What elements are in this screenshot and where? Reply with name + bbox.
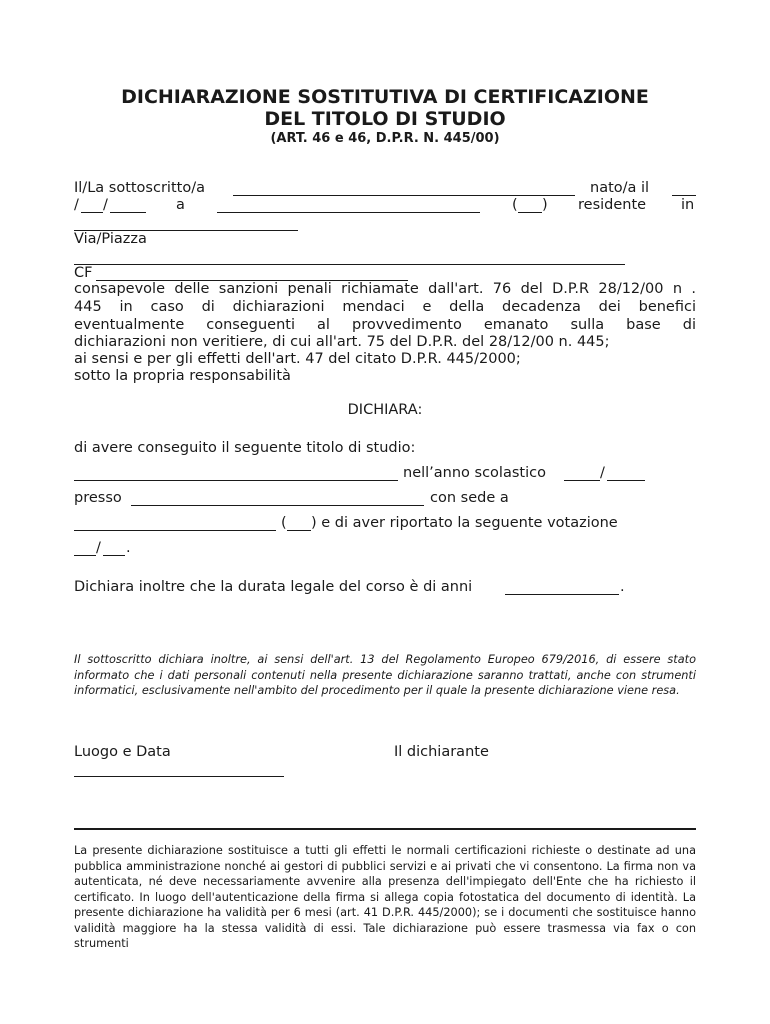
- in-label: in: [681, 197, 695, 213]
- consapevole-line-6: sotto la propria responsabilità: [74, 368, 291, 384]
- titolo-intro: di avere conseguito il seguente titolo di studio:: [74, 440, 416, 456]
- consapevole-line-5: ai sensi e per gli effetti dell'art. 47 del citato D.P.R. 445/2000;: [74, 351, 521, 367]
- anno-start-field[interactable]: [564, 467, 600, 481]
- votazione-label: ) e di aver riportato la seguente votazione: [311, 515, 618, 531]
- durata-field[interactable]: [505, 581, 619, 595]
- durata-text: Dichiara inoltre che la durata legale del corso è di anni: [74, 579, 473, 595]
- birth-month-field[interactable]: [81, 199, 103, 213]
- document-subtitle: (ART. 46 e 46, D.P.R. N. 445/00): [270, 131, 500, 146]
- anno-slash: /: [600, 465, 605, 481]
- presso-label: presso: [74, 490, 122, 506]
- prov-close: ): [542, 197, 548, 213]
- luogo-data-field[interactable]: [74, 763, 284, 777]
- voto-field[interactable]: [74, 542, 96, 556]
- address-field[interactable]: [74, 251, 625, 265]
- birth-place-field[interactable]: [217, 199, 480, 213]
- slash-1: /: [74, 197, 79, 213]
- titolo-field[interactable]: [74, 467, 398, 481]
- durata-period: .: [620, 579, 625, 595]
- privacy-notice: Il sottoscritto dichiara inoltre, ai sensi dell'art. 13 del Regolamento Europeo 679/2016, di essere stato informato che i dati personali contenuti nella presente dichiarazione saranno trattati, anche con strumenti informatici, esclusivamente nell'ambito del procedimento per il quale la presente dichiarazione viene resa.: [74, 653, 696, 697]
- footer-note: La presente dichiarazione sostituisce a tutti gli effetti le normali certificazioni richieste o destinate ad una pubblica amministrazione nonché ai gestori di pubblici servizi e ai privati che vi consentono. La firma non va autenticata, né deve necessariamente avvenire alla presenza dell'impiegato dell'Ente che ha richiesto il certificato. In luogo dell'autenticazione della firma si allega copia fotostatica del documento di identità. La presente dichiarazione ha validità per 6 mesi (art. 41 D.P.R. 445/2000); se i documenti che sostituisce hanno validità maggiore ha la stessa validità di essi. Tale dichiarazione può essere trasmessa via fax o con strumenti: [74, 844, 696, 950]
- consapevole-line-3: eventualmente conseguenti al provvedimento emanato sulla base di: [74, 317, 696, 333]
- voto-max-field[interactable]: [103, 542, 125, 556]
- birth-day-field[interactable]: [672, 182, 696, 196]
- a-label: a: [176, 197, 185, 213]
- dichiara-heading: DICHIARA:: [347, 402, 423, 418]
- prov-open: (: [512, 197, 518, 213]
- document-title-line2: DEL TITOLO DI STUDIO: [264, 108, 506, 130]
- born-label: nato/a il: [590, 180, 650, 196]
- document-title-line1: DICHIARAZIONE SOSTITUTIVA DI CERTIFICAZIONE: [121, 86, 649, 108]
- presso-field[interactable]: [131, 492, 424, 506]
- consapevole-line-4: dichiarazioni non veritiere, di cui all'art. 75 del D.P.R. del 28/12/00 n. 445;: [74, 334, 610, 350]
- cf-label: CF: [74, 265, 93, 281]
- anno-end-field[interactable]: [607, 467, 645, 481]
- birth-year-field[interactable]: [110, 199, 146, 213]
- sede-label: con sede a: [430, 490, 509, 506]
- slash-2: /: [103, 197, 108, 213]
- anno-label: nell’anno scolastico: [403, 465, 546, 481]
- sede-prov-open: (: [281, 515, 287, 531]
- voto-period: .: [126, 540, 131, 556]
- resident-label: residente: [578, 197, 647, 213]
- residence-city-field[interactable]: [74, 217, 298, 231]
- via-label: Via/Piazza: [74, 231, 147, 247]
- consapevole-line-2: 445 in caso di dichiarazioni mendaci e della decadenza dei benefici: [74, 299, 696, 315]
- footer-divider: [74, 828, 696, 830]
- name-field[interactable]: [233, 182, 575, 196]
- sede-province-field[interactable]: [287, 517, 311, 531]
- voto-slash: /: [96, 540, 101, 556]
- birth-province-field[interactable]: [518, 199, 542, 213]
- dichiarante-label: Il dichiarante: [394, 744, 489, 760]
- cf-field[interactable]: [96, 267, 408, 281]
- consapevole-line-1: consapevole delle sanzioni penali richiamate dall'art. 76 del D.P.R 28/12/00 n .: [74, 281, 696, 297]
- sede-field[interactable]: [74, 517, 276, 531]
- sottoscritto-label: Il/La sottoscritto/a: [74, 180, 205, 196]
- luogo-data-label: Luogo e Data: [74, 744, 171, 760]
